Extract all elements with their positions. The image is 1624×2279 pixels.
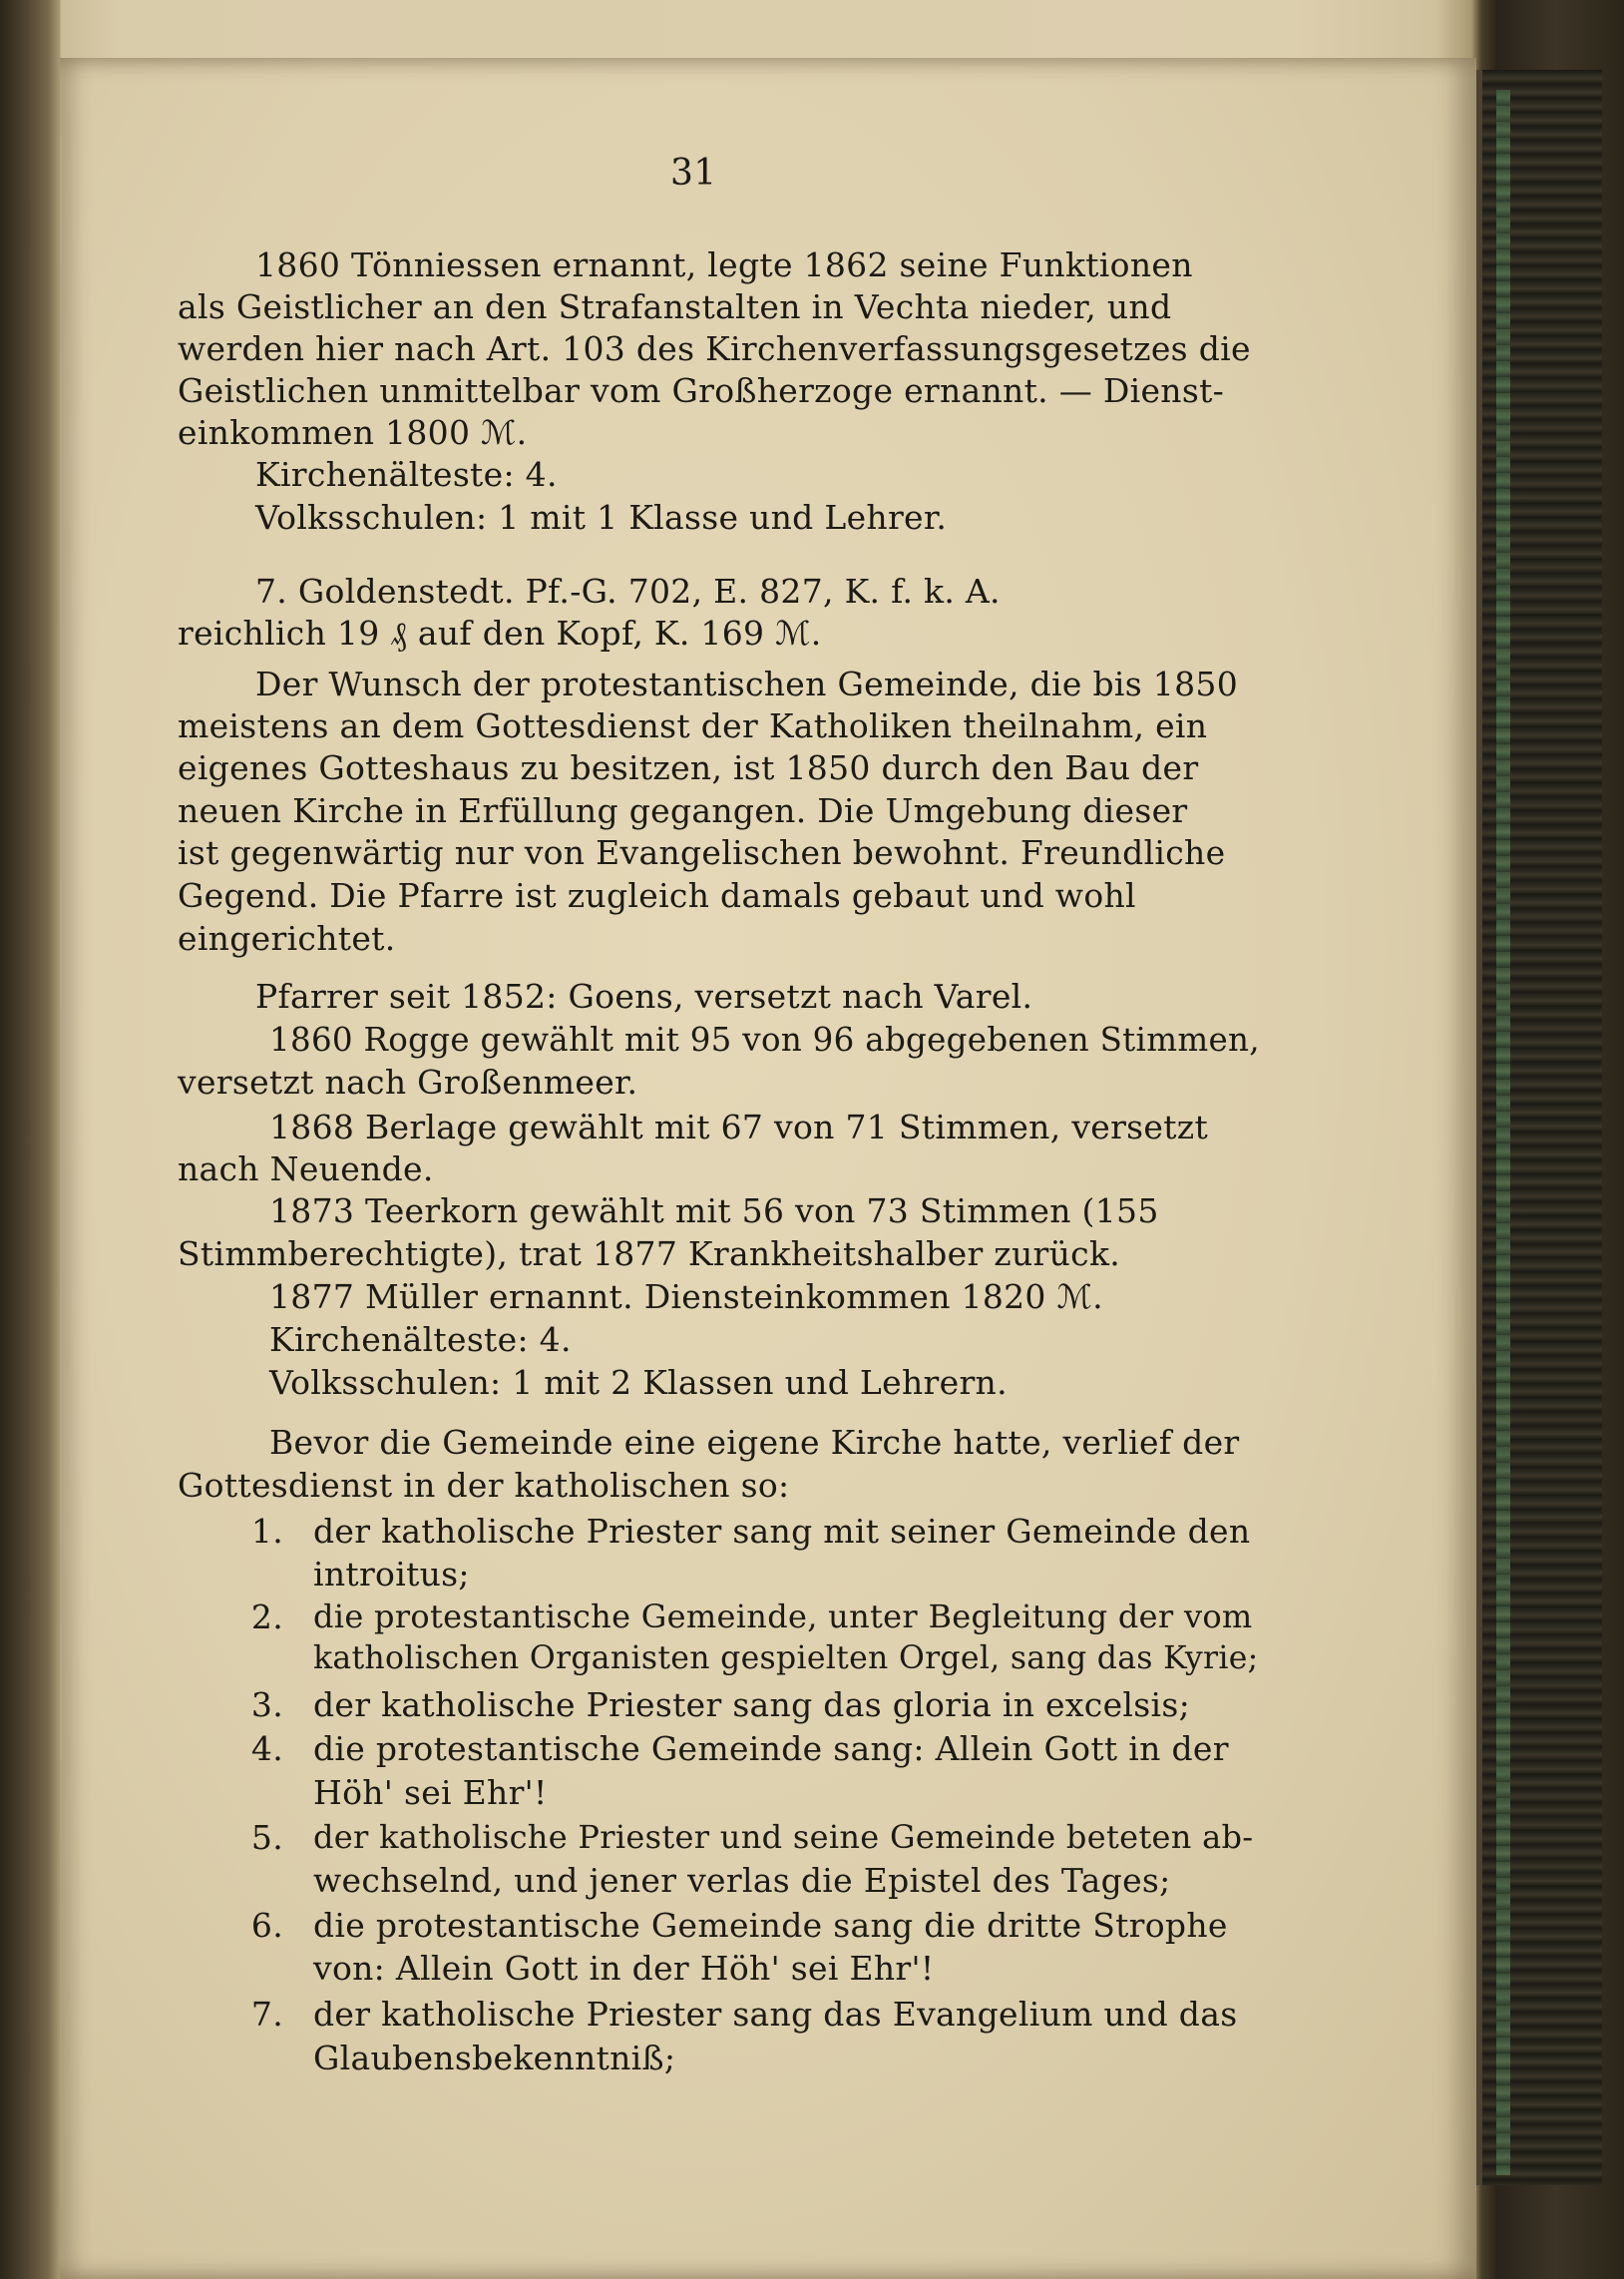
text-line: Kirchenälteste: 4. — [269, 1320, 572, 1359]
page-number: 31 — [670, 153, 717, 194]
text-line: meistens an dem Gottesdienst der Katholiken theilnahm, ein — [178, 706, 1208, 745]
text-line: Der Wunsch der protestantischen Gemeinde, die bis 1850 — [255, 665, 1238, 703]
list-number: 3. — [250, 1685, 283, 1724]
text-line: Volksschulen: 1 mit 2 Klassen und Lehrern. — [269, 1363, 1008, 1402]
text-line: werden hier nach Art. 103 des Kirchenverfassungsgesetzes die — [178, 329, 1251, 368]
text-line: Kirchenälteste: 4. — [255, 455, 558, 494]
text-line: Volksschulen: 1 mit 1 Klasse und Lehrer. — [255, 498, 948, 537]
list-number: 2. — [250, 1597, 283, 1636]
text-line: versetzt nach Großenmeer. — [178, 1063, 638, 1102]
text-line: ist gegenwärtig nur von Evangelischen bewohnt. Freundliche — [178, 833, 1226, 872]
text-line: 1873 Teerkorn gewählt mit 56 von 73 Stimmen (155 — [269, 1191, 1159, 1230]
list-item-line: wechselnd, und jener verlas die Epistel des Tages; — [313, 1861, 1171, 1900]
list-number: 4. — [250, 1729, 283, 1768]
list-item-line: Glaubensbekenntniß; — [313, 2039, 676, 2077]
text-line: 1860 Rogge gewählt mit 95 von 96 abgegebenen Stimmen, — [269, 1021, 1260, 1059]
text-line: Bevor die Gemeinde eine eigene Kirche hatte, verlief der — [269, 1423, 1240, 1462]
text-line: 1868 Berlage gewählt mit 67 von 71 Stimmen, versetzt — [269, 1108, 1209, 1146]
text-line: neuen Kirche in Erfüllung gegangen. Die Umgebung dieser — [178, 791, 1188, 830]
text-line: einkommen 1800 ℳ. — [178, 413, 528, 452]
list-item-line: Höh' sei Ehr'! — [313, 1773, 548, 1812]
list-number: 5. — [250, 1818, 283, 1857]
list-item-line: der katholische Priester und seine Gemeinde beteten ab- — [313, 1818, 1254, 1856]
list-item-line: die protestantische Gemeinde sang: Allein Gott in der — [313, 1729, 1229, 1768]
list-item-line: der katholische Priester sang das gloria in excelsis; — [313, 1685, 1191, 1724]
text-line: 1877 Müller ernannt. Diensteinkommen 1820 ℳ. — [269, 1277, 1103, 1316]
text-line: Pfarrer seit 1852: Goens, versetzt nach Varel. — [255, 977, 1033, 1016]
book-spine — [1476, 70, 1602, 2185]
list-item-line: von: Allein Gott in der Höh' sei Ehr'! — [313, 1949, 935, 1988]
text-line: Gottesdienst in der katholischen so: — [178, 1466, 790, 1505]
list-item-line: die protestantische Gemeinde sang die dritte Strophe — [313, 1906, 1228, 1945]
text-line: Geistlichen unmittelbar vom Großherzoge ernannt. — Dienst- — [178, 371, 1225, 410]
list-item-line: der katholische Priester sang das Evangelium und das — [313, 1995, 1238, 2034]
text-line: nach Neuende. — [178, 1149, 434, 1188]
text-line: eingerichtet. — [178, 919, 396, 958]
list-item-line: katholischen Organisten gespielten Orgel, sang das Kyrie; — [313, 1640, 1259, 1676]
text-line: 7. Goldenstedt. Pf.-G. 702, E. 827, K. f. k. A. — [255, 572, 1001, 611]
list-item-line: introitus; — [313, 1555, 470, 1594]
list-number: 6. — [250, 1906, 283, 1945]
left-page-edge — [0, 0, 60, 2279]
text-line: als Geistlicher an den Strafanstalten in Vechta nieder, und — [178, 287, 1172, 326]
spine-binding-strip — [1496, 90, 1510, 2175]
text-line: Gegend. Die Pfarre ist zugleich damals gebaut und wohl — [178, 876, 1136, 915]
list-number: 1. — [250, 1512, 283, 1551]
list-item-line: die protestantische Gemeinde, unter Begleitung der vom — [313, 1597, 1253, 1635]
text-line: reichlich 19 ₰ auf den Kopf, K. 169 ℳ. — [178, 614, 822, 653]
list-number: 7. — [250, 1995, 283, 2034]
text-line: 1860 Tönniessen ernannt, legte 1862 seine Funktionen — [255, 245, 1193, 284]
text-line: eigenes Gotteshaus zu besitzen, ist 1850 durch den Bau der — [178, 748, 1199, 787]
text-line: Stimmberechtigte), trat 1877 Krankheitshalber zurück. — [178, 1234, 1121, 1273]
list-item-line: der katholische Priester sang mit seiner Gemeinde den — [313, 1512, 1251, 1551]
